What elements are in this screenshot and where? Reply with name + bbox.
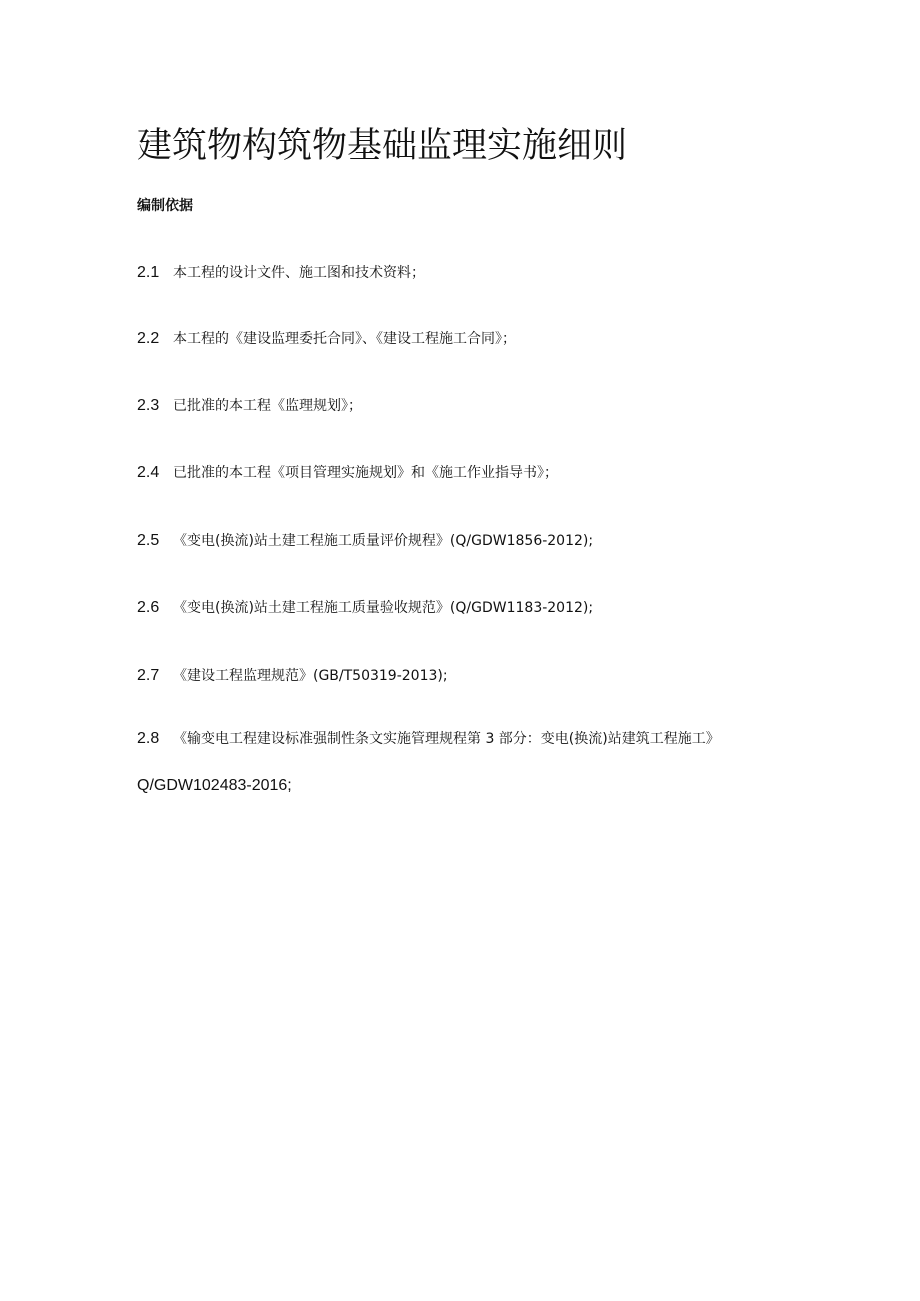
- basis-item: [137, 728, 720, 750]
- item-number: 2.6: [137, 599, 160, 616]
- basis-item: [137, 665, 448, 687]
- item-number: 2.2: [137, 330, 160, 347]
- item-number: 2.1: [137, 264, 160, 281]
- item-text: 《输变电工程建设标准强制性条文实施管理规程第 3 部分：变电(换流)站建筑工程施工》: [173, 731, 720, 747]
- basis-item: [137, 262, 425, 284]
- item-text: 《建设工程监理规范》(GB/T50319-2013);: [173, 668, 448, 684]
- item-text: 《变电(换流)站土建工程施工质量评价规程》(Q/GDW1856-2012);: [173, 533, 594, 549]
- basis-item: [137, 462, 558, 484]
- item-number: 2.5: [137, 532, 160, 549]
- item-text: 本工程的设计文件、施工图和技术资料；: [173, 265, 425, 281]
- item-continuation: Q/GDW102483-2016;: [137, 777, 292, 794]
- item-text: 本工程的《建设监理委托合同》、《建设工程施工合同》；: [173, 331, 516, 347]
- section-heading: 编制依据: [137, 198, 193, 214]
- item-text: 已批准的本工程《项目管理实施规划》和《施工作业指导书》；: [173, 465, 558, 481]
- item-number: 2.7: [137, 667, 160, 684]
- item-number: 2.8: [137, 730, 160, 747]
- document-title: 建筑物构筑物基础监理实施细则: [137, 126, 628, 166]
- item-number: 2.4: [137, 464, 160, 481]
- item-number: 2.3: [137, 397, 160, 414]
- item-text: 《变电(换流)站土建工程施工质量验收规范》(Q/GDW1183-2012);: [173, 600, 594, 616]
- basis-item: [137, 597, 593, 619]
- basis-item: [137, 395, 362, 417]
- basis-item: [137, 328, 516, 350]
- item-text: 已批准的本工程《监理规划》；: [173, 398, 362, 414]
- basis-item: [137, 530, 593, 552]
